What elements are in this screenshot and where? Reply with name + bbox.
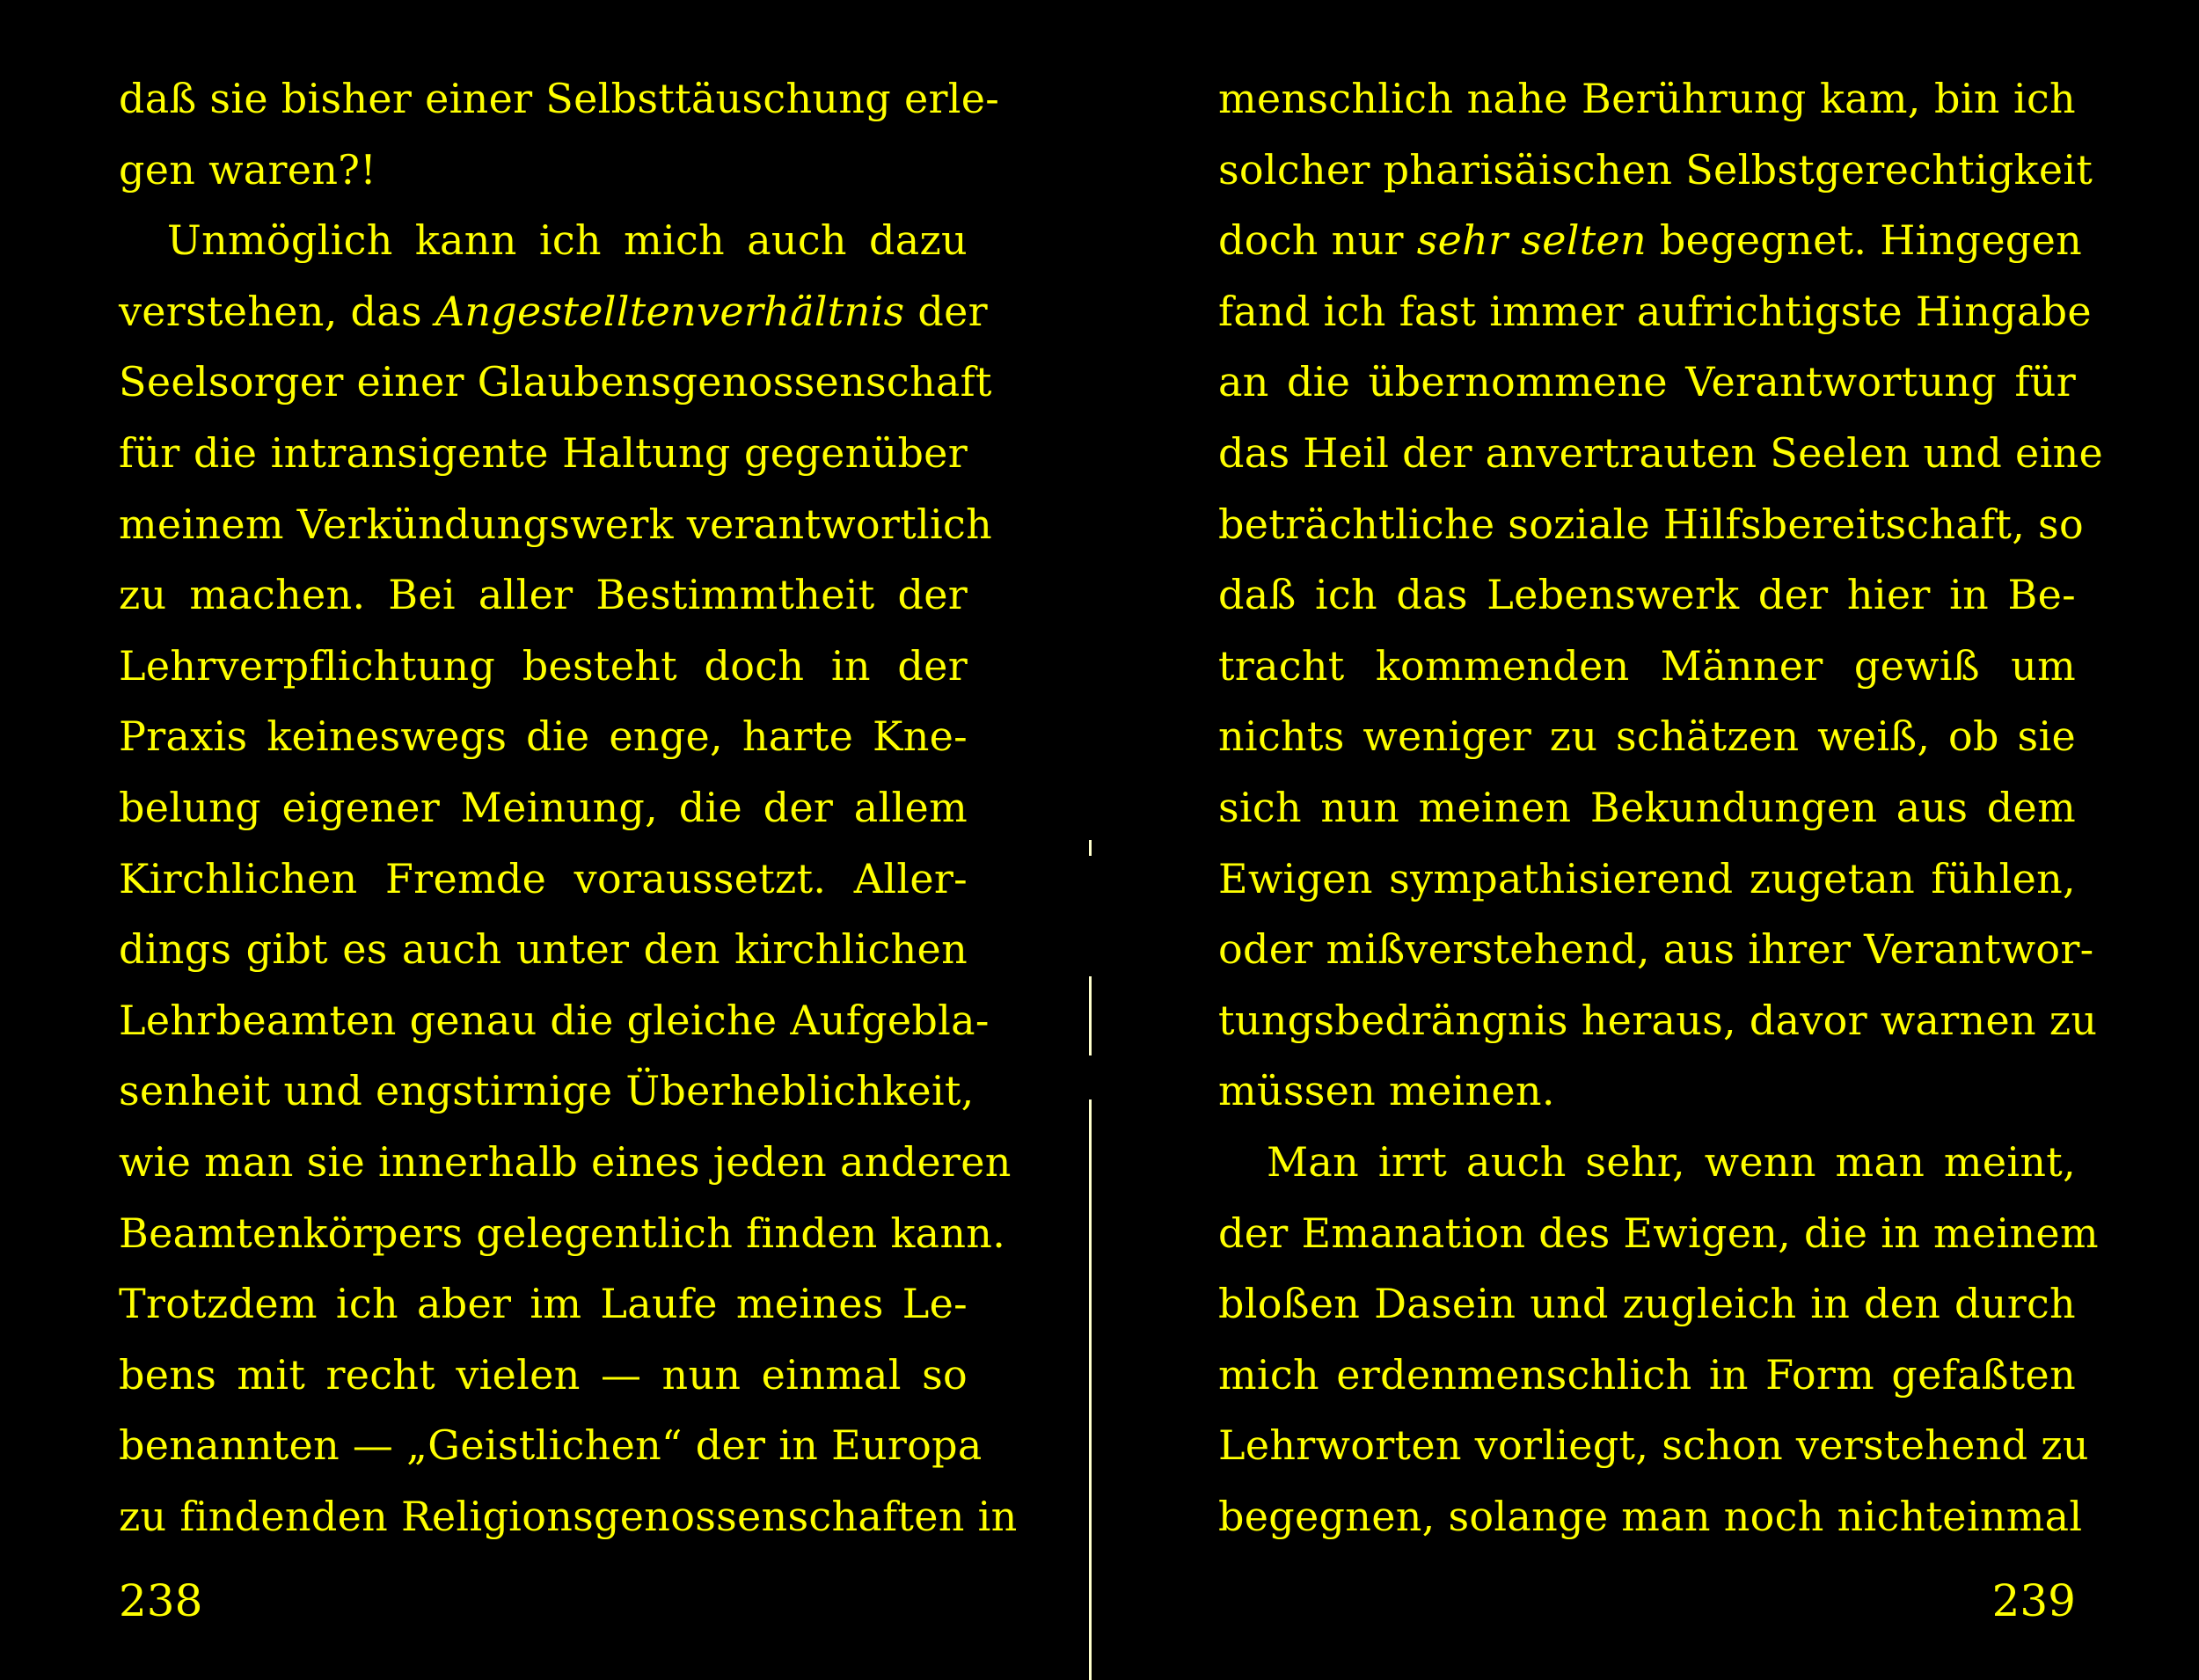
text-line: Lehrbeamten genau die gleiche Aufgebla- bbox=[119, 996, 990, 1044]
text-line: menschlich nahe Berührung kam, bin ich bbox=[1218, 75, 2076, 122]
text-line: mich erdenmenschlich in Form gefaßten bbox=[1218, 1350, 2076, 1399]
text-line: solcher pharisäischen Selbstgerechtigkeit bbox=[1218, 145, 2093, 194]
text-line: belung eigener Meinung, die der allem bbox=[119, 783, 968, 831]
right-page-text bbox=[1218, 63, 2104, 1552]
left-page-number: 238 bbox=[119, 1575, 203, 1626]
text-line: dings gibt es auch unter den kirchlichen bbox=[119, 925, 968, 974]
text-segment: der bbox=[904, 287, 988, 335]
text-line: der Emanation des Ewigen, die in meinem bbox=[1218, 1209, 2099, 1257]
text-line: nichts weniger zu schätzen weiß, ob sie bbox=[1218, 712, 2076, 761]
text-segment: doch nur bbox=[1218, 216, 1417, 265]
text-line: an die übernommene Verantwortung für bbox=[1218, 358, 2076, 406]
text-line: bloßen Dasein und zugleich in den durch bbox=[1218, 1280, 2076, 1328]
text-line: Ewigen sympathisierend zugetan fühlen, bbox=[1218, 854, 2076, 902]
emphasized-text: Angestelltenverhältnis bbox=[435, 287, 905, 335]
text-line: daß sie bisher einer Selbsttäuschung erle- bbox=[119, 75, 1000, 122]
text-line: sich nun meinen Bekundungen aus dem bbox=[1218, 783, 2076, 831]
text-line: wie man sie innerhalb eines jeden anderen bbox=[119, 1137, 1012, 1186]
text-line: daß ich das Lebenswerk der hier in Be- bbox=[1218, 571, 2076, 619]
gutter-line-middle bbox=[1089, 976, 1092, 1055]
text-line: das Heil der anvertrauten Seelen und eine bbox=[1218, 428, 2104, 477]
text-line: beträchtliche soziale Hilfsbereitschaft, so bbox=[1218, 500, 2084, 548]
text-line: Man irrt auch sehr, wenn man meint, bbox=[1267, 1137, 2076, 1186]
text-line: Unmöglich kann ich mich auch dazu bbox=[167, 216, 968, 265]
gutter-line-lower bbox=[1089, 1099, 1092, 1680]
right-page bbox=[1218, 0, 2104, 1680]
text-line: bens mit recht vielen — nun einmal so bbox=[119, 1350, 968, 1399]
text-segment: begegnet. Hingegen bbox=[1646, 216, 2083, 265]
text-line: Seelsorger einer Glaubensgenossenschaft bbox=[119, 358, 992, 406]
text-segment: verstehen, das bbox=[119, 287, 435, 335]
left-page bbox=[119, 0, 1018, 1680]
text-line: fand ich fast immer aufrichtigste Hingabe bbox=[1218, 287, 2092, 335]
text-line: oder mißverstehend, aus ihrer Verantwor- bbox=[1218, 925, 2094, 974]
left-page-text bbox=[119, 63, 1018, 1552]
text-line: zu machen. Bei aller Bestimmtheit der bbox=[119, 571, 968, 619]
text-line: Lehrworten vorliegt, schon verstehend zu bbox=[1218, 1421, 2089, 1470]
text-line: zu findenden Religionsgenossenschaften in bbox=[119, 1492, 1018, 1540]
text-line: meinem Verkündungswerk verantwortlich bbox=[119, 500, 993, 548]
text-line: senheit und engstirnige Überheblichkeit, bbox=[119, 1067, 975, 1115]
text-line: begegnen, solange man noch nichteinmal bbox=[1218, 1492, 2083, 1540]
text-line: gen waren?! bbox=[119, 145, 377, 194]
right-page-number: 239 bbox=[1991, 1575, 2076, 1626]
emphasized-text: sehr selten bbox=[1416, 216, 1647, 265]
text-line: Kirchlichen Fremde voraussetzt. Aller- bbox=[119, 854, 968, 902]
gutter-line-upper bbox=[1089, 840, 1092, 856]
text-line: benannten — „Geistlichen“ der in Europa bbox=[119, 1421, 983, 1470]
text-line: Lehrverpflichtung besteht doch in der bbox=[119, 641, 968, 690]
text-line: müssen meinen. bbox=[1218, 1067, 1555, 1115]
text-line: Praxis keineswegs die enge, harte Kne- bbox=[119, 712, 968, 761]
text-line bbox=[1218, 205, 2083, 276]
text-line: Beamtenkörpers gelegentlich finden kann. bbox=[119, 1209, 1006, 1257]
text-line: für die intransigente Haltung gegenüber bbox=[119, 428, 968, 477]
text-line: tungsbedrängnis heraus, davor warnen zu bbox=[1218, 996, 2098, 1044]
text-line: Trotzdem ich aber im Laufe meines Le- bbox=[119, 1280, 968, 1328]
text-line: tracht kommenden Männer gewiß um bbox=[1218, 641, 2076, 690]
text-line bbox=[119, 276, 988, 347]
